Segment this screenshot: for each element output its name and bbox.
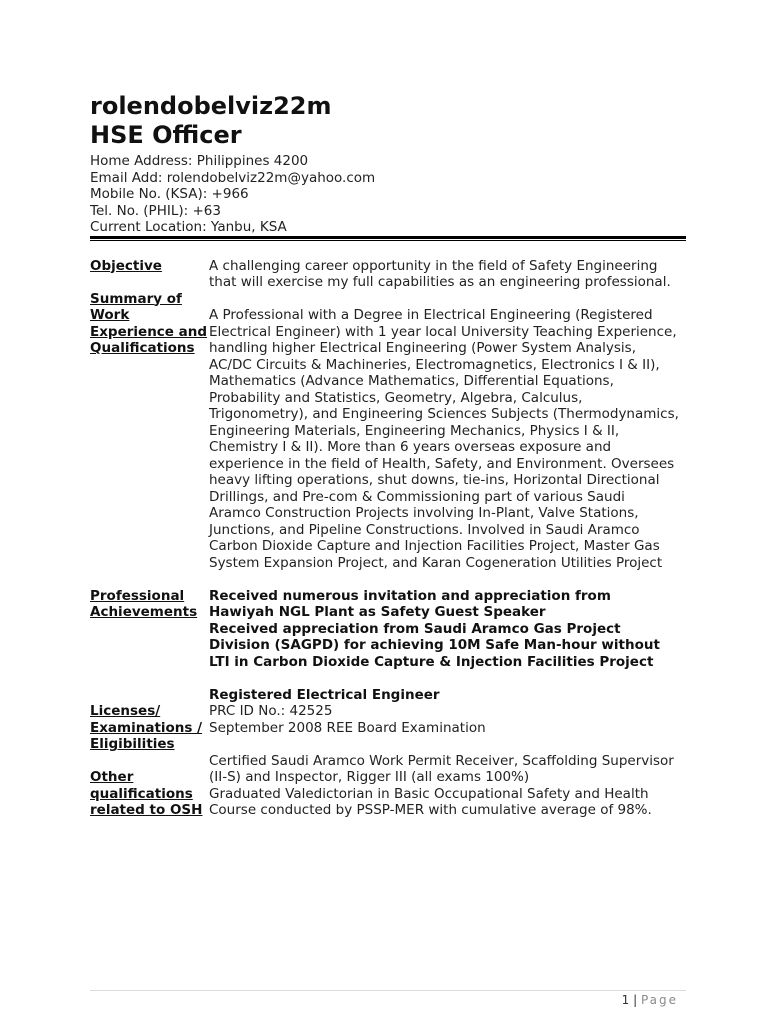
summary-text: A Professional with a Degree in Electrical Engineering (Registered Electrical Engineer) with 1 year local University Teaching Experience, handling higher Electrical Engineering (Power System Analysis, AC/DC Circuits & Machineries, Electromagnetics, Electronics I & II), Mathematics (Advance Mathematics, Differential Equations, Probability and Statistics, Geometry, Algebra, Calculus, Trigonometry), and Engineering Sciences Subjects (Thermodynamics, Engineering Materials, Engineering Mechanics, Physics I & II, Chemistry I & II). More than 6 years overseas exposure and experience in the field of Health, Safety, and Environment. Oversees heavy lifting operations, shut downs, tie-ins, Horizontal Directional Drillings, and Pre-com & Commissioning part of various Saudi Aramco Construction Projects involving In-Plant, Valve Stations, Junctions, and Pipeline Constructions. Involved in Saudi Aramco Carbon Dioxide Capture and Injection Facilities Project, Master Gas System Expansion Project, and Karan Cogeneration Utilities Project: [209, 307, 679, 571]
licenses-label: Licenses/ Examinations / Eligibilities: [90, 703, 203, 752]
achievements-label: Professional Achievements: [90, 587, 198, 620]
page-number: 1: [621, 993, 630, 1007]
footer-divider: [90, 990, 686, 991]
board-exam: September 2008 REE Board Examination: [209, 719, 486, 736]
objective-label: Objective: [90, 257, 162, 274]
achievement-item: Received appreciation from Saudi Aramco Gas Project Division (SAGPD) for achieving 10M Safe Man-hour without LTI in Carbon Dioxide Capture & Injection Facilities Project: [209, 620, 660, 670]
license-heading: Registered Electrical Engineer: [209, 686, 440, 703]
applicant-name: rolendobelviz22m: [90, 92, 332, 120]
resume-page: [90, 92, 686, 819]
mobile-number: Mobile No. (KSA): +966: [90, 186, 249, 202]
home-address: Home Address: Philippines 4200: [90, 153, 309, 169]
other-qualification-item: Graduated Valedictorian in Basic Occupational Safety and Health Course conducted by PSSP-MER with cumulative average of 98%.: [209, 785, 652, 818]
objective-section: [90, 258, 686, 291]
contact-block: [90, 153, 686, 236]
resume-sections: [90, 258, 686, 819]
current-location: Current Location: Yanbu, KSA: [90, 219, 287, 235]
prc-id: PRC ID No.: 42525: [209, 703, 333, 719]
email-address: Email Add: rolendobelviz22m@yahoo.com: [90, 169, 376, 186]
page-footer: [622, 992, 678, 1008]
job-title: HSE Officer: [90, 121, 242, 149]
header-divider-thin: [90, 240, 686, 241]
achievement-item: Received numerous invitation and appreciation from Hawiyah NGL Plant as Safety Guest Speaker: [209, 587, 611, 620]
telephone-number: Tel. No. (PHIL): +63: [90, 202, 221, 219]
summary-section: [90, 291, 686, 572]
achievements-section: [90, 588, 686, 671]
other-qualification-item: Certified Saudi Aramco Work Permit Receiver, Scaffolding Supervisor (II-S) and Inspector, Rigger III (all exams 100%): [209, 752, 674, 785]
page-separator: |: [633, 993, 638, 1007]
page-word: Page: [640, 993, 678, 1007]
licenses-section: [90, 687, 686, 819]
summary-label: Summary of Work Experience and Qualifications: [90, 290, 208, 356]
header-divider-thick: [90, 236, 686, 239]
objective-text: A challenging career opportunity in the field of Safety Engineering that will exercise my full capabilities as an engineering professional.: [209, 257, 671, 290]
other-qualifications-label: Other qualifications related to OSH: [90, 769, 203, 818]
